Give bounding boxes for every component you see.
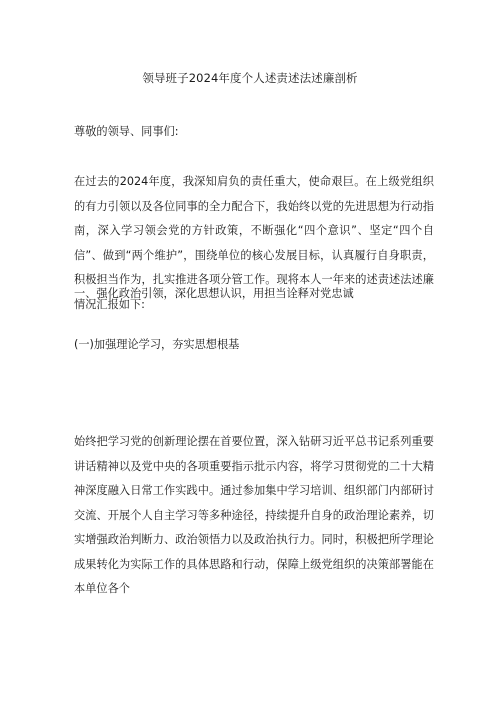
body-paragraph: 始终把学习党的创新理论摆在首要位置，深入钻研习近平总书记系列重要讲话精神以及党中央的各项重要指示批示内容，将学习贯彻党的二十大精神深度融入日常工作实践中。通过参加集中学习培训、组织部门内部研讨交流、开展个人自主学习等多种途径，持续提升自身的政治理论素养，切实增强政治判断力、政治领悟力以及政治执行力。同时，积极把所学理论成果转化为实际工作的具体思路和行动，保障上级党组织的决策部署能在本单位各个 — [74, 435, 434, 595]
document-title: 领导班子2024年度个人述责述法述廉剖析 — [142, 71, 358, 85]
intro-paragraph: 在过去的2024年度，我深知肩负的责任重大，使命艰巨。在上级党组织的有力引领以及各位同事的全力配合下，我始终以党的先进思想为行动指南，深入学习领会党的方针政策，不断强化“四个意识”、坚定“四个自信”、做到“两个维护”，围绕单位的核心发展目标，认真履行自身职责，积极担当作为，扎实推进各项分管工作。现将本人一年来的述责述法述廉情况汇报如下: — [74, 175, 434, 311]
subsection-heading: (一)加强理论学习，夯实思想根基 — [74, 338, 240, 351]
section-heading: 一、强化政治引领，深化思想认识，用担当诠释对党忠诚 — [74, 287, 354, 300]
salutation: 尊敬的领导、同事们: — [74, 125, 179, 138]
